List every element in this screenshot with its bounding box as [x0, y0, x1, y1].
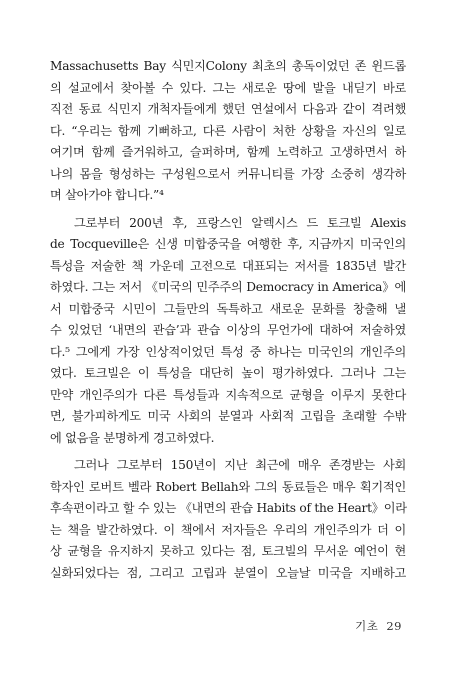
text-line: 직전 동료 식민지 개척자들에게 했던 연설에서 다음과 같이 격려했 — [50, 102, 406, 116]
text-line: 의 설교에서 찾아볼 수 있다. 그는 새로운 땅에 발을 내딛기 바로 — [50, 80, 406, 95]
text-line: de Tocqueville은 신생 미합중국을 여행한 후, 지금까지 미국인의 — [50, 237, 406, 251]
text-line: 에 없음을 분명하게 경고하였다. — [50, 430, 215, 445]
text-line: 만약 개인주의가 다른 특성들과 지속적으로 균형을 이루지 못한다 — [50, 387, 406, 402]
text-line: 그러나 그로부터 150년이 지난 최근에 매우 존경받는 사회 — [74, 458, 406, 472]
text-line: 다. “우리는 함께 기뻐하고, 다른 사람이 처한 상황을 자신의 일로 — [50, 123, 406, 138]
paragraph-1 — [50, 56, 406, 207]
text-line: 여기며 함께 즐거워하고, 슬퍼하며, 함께 노력하고 고생하면서 하 — [50, 145, 406, 159]
text-line: 나의 몸을 형성하는 구성원으로서 커뮤니티를 가장 소중히 생각하 — [50, 166, 406, 181]
text-line: 특성을 저술한 책 가운데 고전으로 대표되는 저서를 1835년 발간 — [50, 258, 406, 273]
text-line: 다.⁵ 그에게 가장 인상적이었던 특성 중 하나는 미국인의 개인주의 — [50, 344, 406, 359]
text-line: 수 있었던 ‘내면의 관습’과 관습 이상의 무언가에 대하여 저술하였 — [50, 323, 406, 337]
text-line: 학자인 로버트 벨라 Robert Bellah와 그의 동료들은 매우 획기적인 — [50, 479, 406, 494]
body-text — [50, 56, 406, 584]
text-line: 며 살아가야 합니다.”⁴ — [50, 188, 164, 202]
text-line: 서 미합중국 시민이 그들만의 독특하고 새로운 문화를 창출해 낼 — [50, 301, 406, 316]
text-line: 상 균형을 유지하지 못하고 있다는 점, 토크빌의 무서운 예언이 현 — [50, 544, 406, 558]
text-line: 는 책을 발간하였다. 이 책에서 저자들은 우리의 개인주의가 더 이 — [50, 522, 406, 537]
text-line: 실화되었다는 점, 그리고 고립과 분열이 오늘날 미국을 지배하고 — [50, 565, 406, 580]
text-line: 그로부터 200년 후, 프랑스인 알렉시스 드 토크빌 Alexis — [74, 215, 406, 230]
page-footer — [355, 618, 402, 634]
text-line: 후속편이라고 할 수 있는 《내면의 관습 Habits of the Heart》이라 — [50, 501, 407, 515]
text-line: Massachusetts Bay 식민지Colony 최초의 총독이었던 존 윈드롭 — [50, 59, 406, 73]
paragraph-3 — [50, 455, 406, 584]
text-line: 였다. 토크빌은 이 특성을 대단히 높이 평가하였다. 그러나 그는 — [50, 366, 406, 380]
text-line: 면, 불가피하게도 미국 사회의 분열과 사회적 고립을 초래할 수밖 — [50, 409, 406, 423]
running-footer-section: 기초 — [355, 619, 379, 633]
paragraph-2 — [50, 213, 406, 450]
page-number: 29 — [386, 619, 402, 633]
text-line: 하였다. 그는 저서 《미국의 민주주의 Democracy in America》에 — [50, 280, 406, 294]
